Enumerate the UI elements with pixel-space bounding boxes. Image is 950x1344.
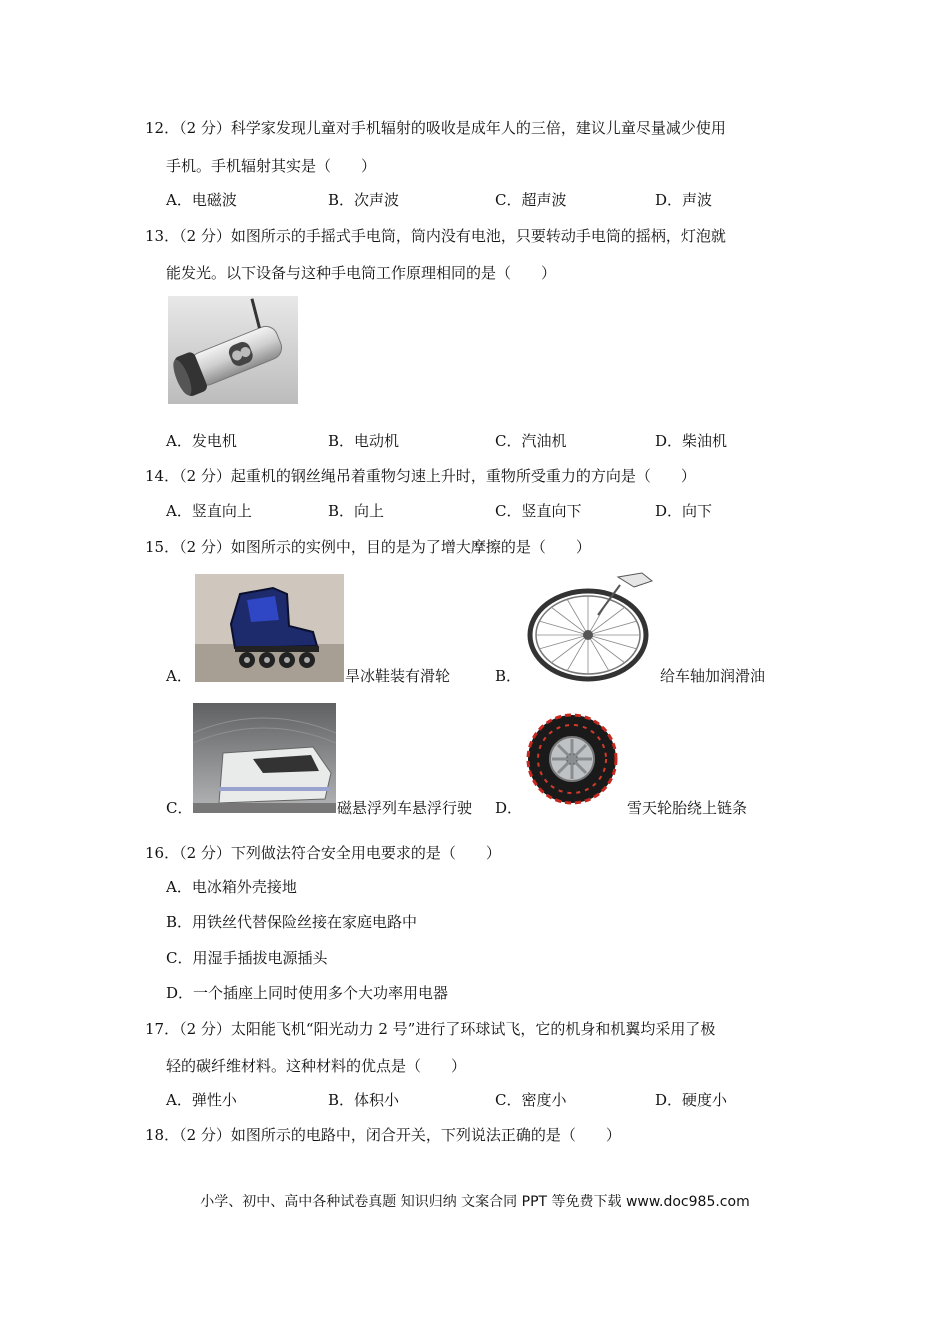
- hand-crank-flashlight-image: [168, 296, 298, 404]
- q15-option-b-label: B．: [495, 667, 522, 685]
- q12-option-d: D．声波: [655, 191, 713, 209]
- q15-option-c-text: 磁悬浮列车悬浮行驶: [337, 799, 473, 817]
- q13-option-c: C．汽油机: [495, 432, 567, 450]
- q17-stem-line1: 17．（2 分）太阳能飞机“阳光动力 2 号”进行了环球试飞，它的机身和机翼均采用了极: [145, 1020, 716, 1038]
- q15-option-a-label: A．: [166, 667, 192, 685]
- q12-stem-line2: 手机。手机辐射其实是（ ）: [166, 157, 377, 175]
- q14-option-c: C．竖直向下: [495, 502, 582, 520]
- q18-stem: 18．（2 分）如图所示的电路中，闭合开关，下列说法正确的是（ ）: [145, 1126, 621, 1144]
- q13-option-b: B．电动机: [328, 432, 400, 450]
- q14-option-d: D．向下: [655, 502, 713, 520]
- q13-stem-line1: 13．（2 分）如图所示的手摇式手电筒，筒内没有电池，只要转动手电筒的摇柄，灯泡就: [145, 227, 726, 245]
- q16-option-c: C．用湿手插拔电源插头: [166, 949, 328, 967]
- q16-option-b: B．用铁丝代替保险丝接在家庭电路中: [166, 913, 418, 931]
- q17-option-a: A．弹性小: [166, 1091, 237, 1109]
- q16-stem: 16．（2 分）下列做法符合安全用电要求的是（ ）: [145, 844, 501, 862]
- q17-option-d: D．硬度小: [655, 1091, 728, 1109]
- q17-stem-line2: 轻的碳纤维材料。这种材料的优点是（ ）: [166, 1057, 467, 1075]
- bicycle-wheel-oiling-image: [522, 569, 659, 682]
- q17-option-c: C．密度小: [495, 1091, 567, 1109]
- q13-stem-line2: 能发光。以下设备与这种手电筒工作原理相同的是（ ）: [166, 264, 557, 282]
- q16-option-d: D．一个插座上同时使用多个大功率用电器: [166, 984, 449, 1002]
- q17-option-b: B．体积小: [328, 1091, 400, 1109]
- q15-stem: 15．（2 分）如图所示的实例中，目的是为了增大摩擦的是（ ）: [145, 538, 591, 556]
- q12-stem-line1: 12．（2 分）科学家发现儿童对手机辐射的吸收是成年人的三倍，建议儿童尽量减少使用: [145, 119, 726, 137]
- q12-option-b: B．次声波: [328, 191, 400, 209]
- snow-chain-tire-image: [524, 706, 620, 812]
- q14-stem: 14．（2 分）起重机的钢丝绳吊着重物匀速上升时，重物所受重力的方向是（ ）: [145, 467, 696, 485]
- q14-option-a: A．竖直向上: [166, 502, 252, 520]
- page-footer: 小学、初中、高中各种试卷真题 知识归纳 文案合同 PPT 等免费下载 www.doc985.com: [200, 1194, 750, 1210]
- q13-option-d: D．柴油机: [655, 432, 728, 450]
- q12-option-a: A．电磁波: [166, 191, 237, 209]
- q15-option-c-label: C．: [166, 799, 193, 817]
- q15-option-d-text: 雪天轮胎绕上链条: [627, 799, 748, 817]
- q16-option-a: A．电冰箱外壳接地: [166, 878, 297, 896]
- q12-option-c: C．超声波: [495, 191, 567, 209]
- q15-option-a-text: 旱冰鞋装有滑轮: [345, 667, 451, 685]
- q13-option-a: A．发电机: [166, 432, 237, 450]
- q15-option-b-text: 给车轴加润滑油: [660, 667, 766, 685]
- q14-option-b: B．向上: [328, 502, 385, 520]
- q15-option-d-label: D．: [495, 799, 523, 817]
- roller-skate-image: [195, 574, 344, 682]
- maglev-train-image: [193, 703, 336, 813]
